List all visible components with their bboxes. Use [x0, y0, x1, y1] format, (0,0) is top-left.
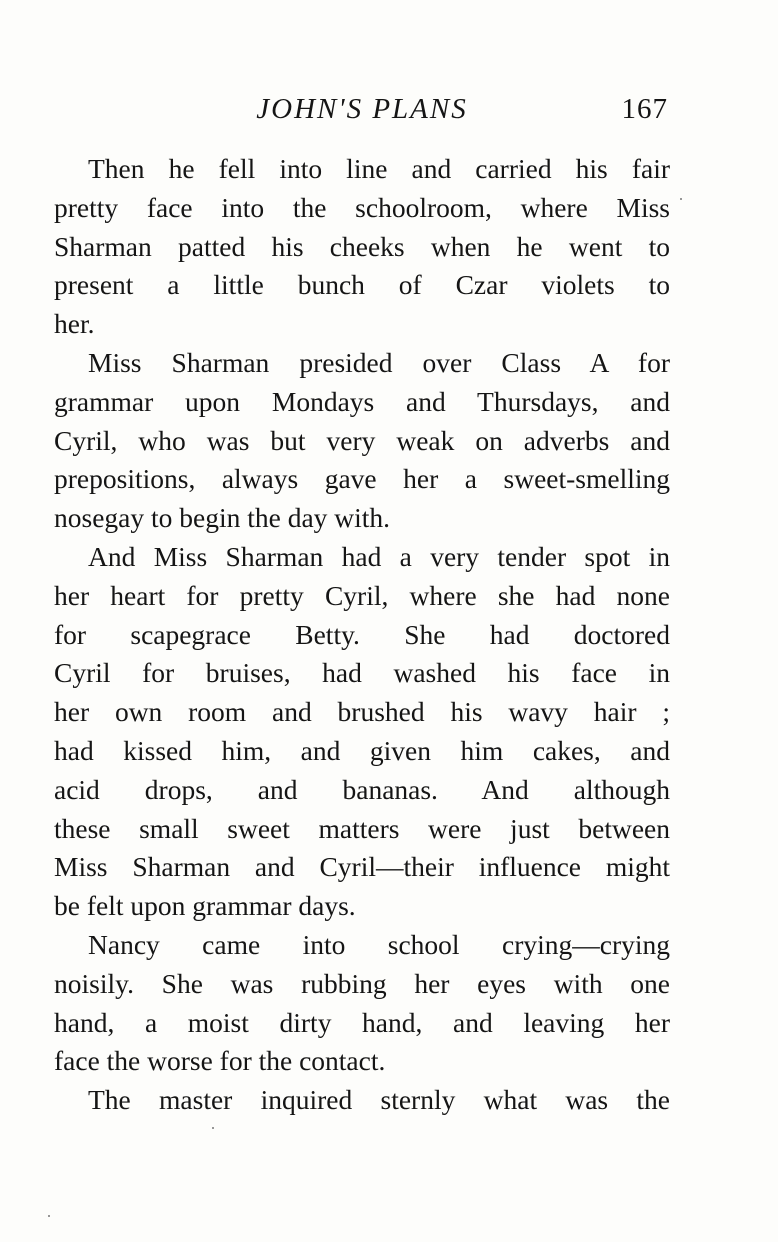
scan-speck	[212, 1127, 214, 1129]
page-number: 167	[621, 93, 668, 125]
scan-speck	[48, 1215, 50, 1217]
scan-speck	[680, 198, 682, 200]
text-line: The master inquired sternly what was the	[88, 1084, 670, 1116]
text-line: Cyril, who was but very weak on adverbs and	[54, 424, 670, 456]
text-line: for scapegrace Betty. She had doctored	[54, 618, 670, 650]
text-line: Miss Sharman and Cyril—their influence might	[54, 851, 670, 883]
text-line: present a little bunch of Czar violets to	[54, 269, 670, 301]
text-line: her heart for pretty Cyril, where she had none	[54, 579, 670, 611]
paragraph-5	[54, 1081, 670, 1120]
paragraph-4	[54, 926, 670, 1081]
body-text	[54, 150, 670, 1120]
paragraph-1	[54, 150, 670, 344]
text-line: Cyril for bruises, had washed his face in	[54, 657, 670, 689]
text-line: hand, a moist dirty hand, and leaving her	[54, 1006, 670, 1038]
text-line: Miss Sharman presided over Class A for	[88, 346, 670, 378]
text-line: And Miss Sharman had a very tender spot in	[88, 540, 670, 572]
text-line: prepositions, always gave her a sweet-smelling	[54, 463, 670, 495]
text-line: face the worse for the contact.	[54, 1045, 386, 1077]
text-line: grammar upon Mondays and Thursdays, and	[54, 385, 670, 417]
text-line: be felt upon grammar days.	[54, 890, 356, 922]
text-line: Sharman patted his cheeks when he went to	[54, 230, 670, 262]
text-line: Then he fell into line and carried his fair	[88, 153, 670, 184]
running-title: JOHN'S PLANS	[256, 93, 468, 125]
text-line: pretty face into the schoolroom, where Miss	[54, 191, 670, 223]
text-line: noisily. She was rubbing her eyes with one	[54, 967, 670, 999]
paragraph-3	[54, 538, 670, 926]
text-line: had kissed him, and given him cakes, and	[54, 734, 670, 766]
text-line: acid drops, and bananas. And although	[54, 773, 670, 805]
paragraph-2	[54, 344, 670, 538]
text-line: nosegay to begin the day with.	[54, 502, 391, 534]
running-head	[54, 93, 670, 133]
text-line: Nancy came into school crying—crying	[88, 928, 670, 960]
text-line: her own room and brushed his wavy hair ;	[54, 696, 670, 728]
text-line: these small sweet matters were just between	[54, 812, 670, 844]
text-line: her.	[54, 308, 95, 340]
